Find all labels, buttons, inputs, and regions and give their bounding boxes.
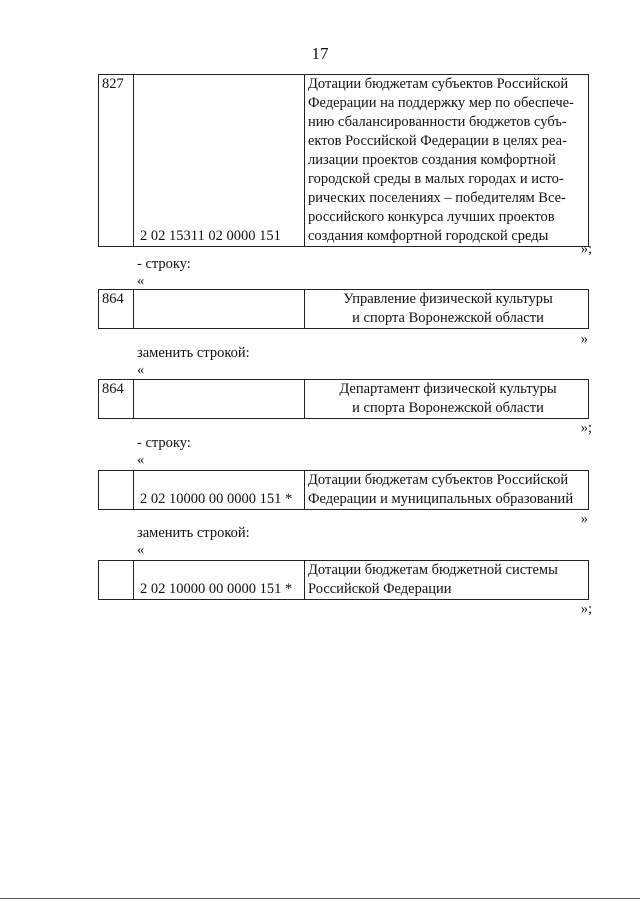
table-row-dotations-new xyxy=(98,560,589,600)
description-line: нию сбалансированности бюджетов субъ- xyxy=(308,114,567,130)
budget-code-cell xyxy=(134,380,305,419)
opening-quote: « xyxy=(137,542,145,558)
instruction-label: - строку: xyxy=(137,435,191,451)
closing-quote: » xyxy=(580,331,588,347)
description-cell xyxy=(305,380,589,419)
description-cell xyxy=(305,290,589,329)
admin-code-cell xyxy=(99,561,134,600)
budget-code-cell: 2 02 10000 00 0000 151 * xyxy=(134,471,305,510)
admin-code-cell: 827 xyxy=(99,75,134,247)
closing-quote: »; xyxy=(580,241,592,257)
table-row-864-old xyxy=(98,289,589,329)
description-line: Департамент физической культуры xyxy=(339,381,557,397)
description-line: и спорта Воронежской области xyxy=(352,400,544,416)
description-line: Дотации бюджетам субъектов Российской xyxy=(308,76,569,92)
description-line: лизации проектов создания комфортной xyxy=(308,152,556,168)
description-line: Управление физической культуры xyxy=(343,291,553,307)
description-line: Дотации бюджетам субъектов Российской xyxy=(308,472,569,488)
table-row-864-new xyxy=(98,379,589,419)
budget-code-cell xyxy=(134,290,305,329)
admin-code-cell xyxy=(99,471,134,510)
description-line: рических поселениях – победителям Все- xyxy=(308,190,566,206)
description-cell xyxy=(305,75,589,247)
instruction-label: - строку: xyxy=(137,256,191,272)
budget-code-cell: 2 02 15311 02 0000 151 xyxy=(134,75,305,247)
description-line: Федерации на поддержку мер по обеспече- xyxy=(308,95,574,111)
opening-quote: « xyxy=(137,273,145,289)
table-row-dotations-old xyxy=(98,470,589,510)
description-line: создания комфортной городской среды xyxy=(308,228,549,244)
description-line: российского конкурса лучших проектов xyxy=(308,209,555,225)
closing-quote: » xyxy=(580,511,588,527)
closing-quote: »; xyxy=(580,420,592,436)
description-line: Дотации бюджетам бюджетной системы xyxy=(308,562,558,578)
description-line: городской среды в малых городах и исто- xyxy=(308,171,564,187)
admin-code-cell: 864 xyxy=(99,380,134,419)
opening-quote: « xyxy=(137,452,145,468)
closing-quote: »; xyxy=(580,601,592,617)
description-cell xyxy=(305,561,589,600)
instruction-label: заменить строкой: xyxy=(137,345,250,361)
page-number: 17 xyxy=(311,44,329,63)
budget-code-cell: 2 02 10000 00 0000 151 * xyxy=(134,561,305,600)
table-row-827 xyxy=(98,74,589,247)
opening-quote: « xyxy=(137,362,145,378)
description-cell xyxy=(305,471,589,510)
description-line: Федерации и муниципальных образований xyxy=(308,491,574,507)
description-line: Российской Федерации xyxy=(308,581,452,597)
bottom-divider xyxy=(0,898,640,899)
instruction-label: заменить строкой: xyxy=(137,525,250,541)
description-line: и спорта Воронежской области xyxy=(352,310,544,326)
admin-code-cell: 864 xyxy=(99,290,134,329)
description-line: ектов Российской Федерации в целях реа- xyxy=(308,133,567,149)
